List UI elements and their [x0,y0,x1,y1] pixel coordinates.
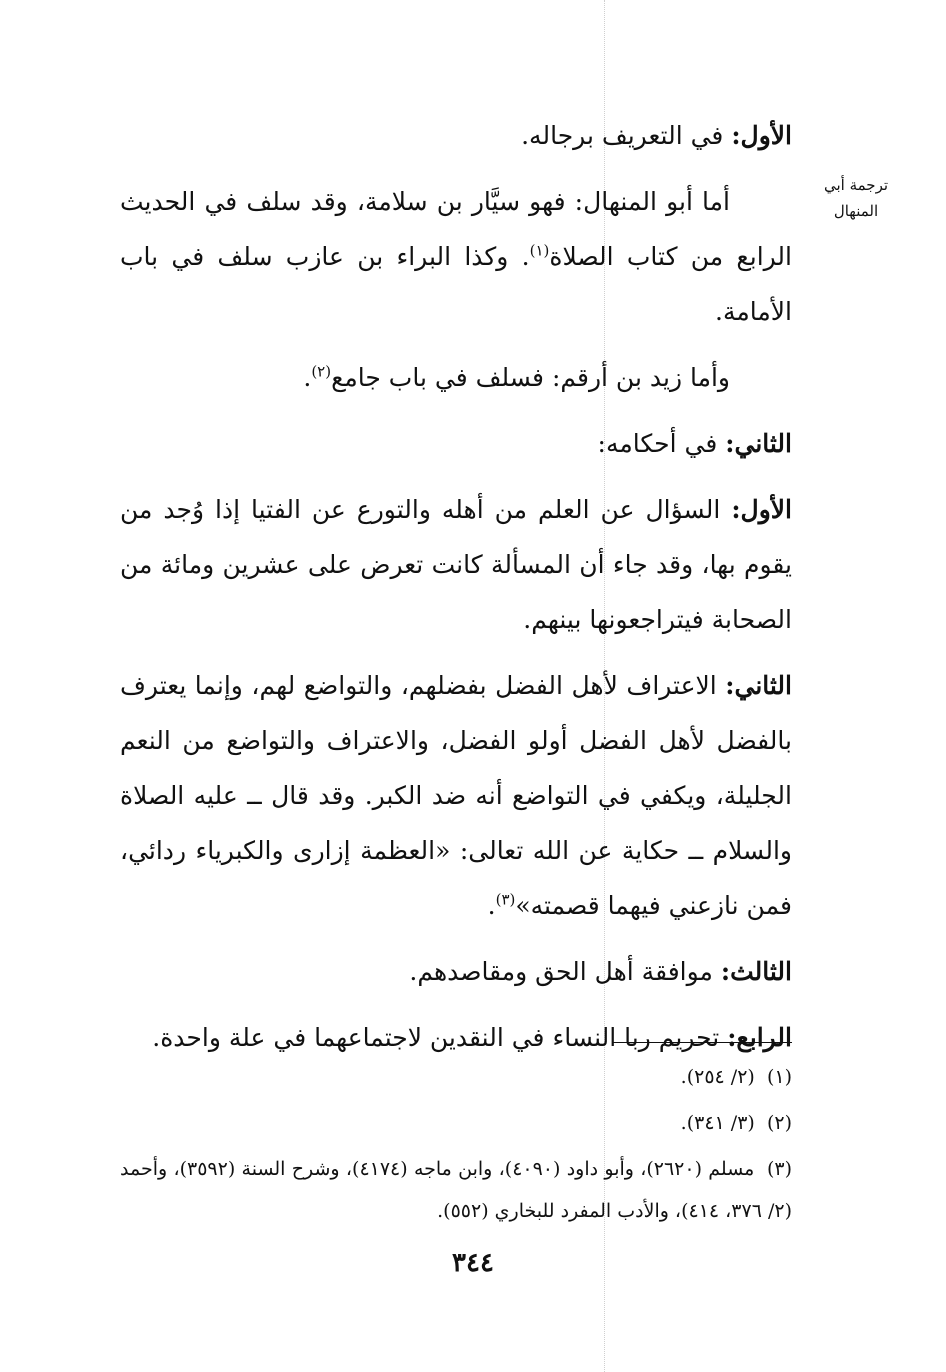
footnote-text: مسلم (٢٦٢٠)، وأبو داود (٤٠٩٠)، وابن ماجه (٤١٧٤)، وشرح السنة (٣٥٩٢)، وأحمد (٢/ ٣٧٦، ٤١٤)، والأدب المفرد للبخاري (٥٥٢). [120,1158,792,1222]
paragraph-text: في التعريف برجاله. [521,121,732,150]
footnote [120,1056,792,1098]
footnote [120,1148,792,1232]
paragraph-text: الاعتراف لأهل الفضل بفضلهم، والتواضع لهم، وإنما يعترف بالفضل لأهل الفضل أولو الفضل، والاعتراف والتواضع من النعم الجليلة، ويكفي في التواضع أنه ضد الكبر. وقد قال ــ عليه الصلاة والسلام ــ حكاية عن الله تعالى: «العظمة إزارى والكبرياء ردائي، فمن نازعني فيهما قصمته» [120,671,792,920]
paragraph-text-tail: . وكذا البراء بن عازب سلف في باب الأمامة. [120,242,792,326]
footnotes [120,1056,792,1236]
footnote-number: (٢) [766,1112,792,1134]
footnote-ref[interactable]: (٣) [495,890,516,909]
footnote-divider [612,1042,792,1043]
footnote-ref[interactable]: (٢) [311,362,332,381]
paragraph-heading: الأول: [731,495,792,524]
margin-note: ترجمة أبي المنهال [823,176,889,220]
paragraph-heading: الثاني: [725,671,792,700]
main-text [120,108,792,1076]
paragraph-text: أما أبو المنهال: فهو سيَّار بن سلامة، وقد سلف في الحديث الرابع من كتاب الصلاة [120,187,792,271]
paragraph-text-tail: . [487,891,496,920]
footnote-ref[interactable]: (١) [529,241,550,260]
paragraph [120,350,792,405]
paragraph-heading: الثالث: [720,957,792,986]
footnote [120,1102,792,1144]
footnote-text: (٣/ ٣٤١). [680,1112,755,1134]
paragraph-text: موافقة أهل الحق ومقاصدهم. [409,957,721,986]
paragraph-heading: الأول: [731,121,792,150]
paragraph-text: في أحكامه: [597,429,726,458]
paragraph [120,658,792,933]
footnote-text: (٢/ ٢٥٤). [680,1066,755,1088]
paragraph [120,108,792,163]
paragraph [120,174,792,339]
paragraph-text: وأما زيد بن أرقم: فسلف في باب جامع [331,363,730,392]
paragraph [120,416,792,471]
footnote-number: (٣) [766,1158,792,1180]
paragraph-heading: الرابع: [727,1023,792,1052]
paragraph [120,944,792,999]
paragraph-text: تحريم ربا النساء في النقدين لاجتماعهما في علة واحدة. [152,1023,728,1052]
paragraph-text-tail: . [303,363,312,392]
paragraph-text: السؤال عن العلم من أهله والتورع عن الفتيا إذا وُجد من يقوم بها، وقد جاء أن المسألة كانت تعرض على عشرين ومائة من الصحابة فيتراجعونها بينهم. [120,495,792,634]
paragraph-heading: الثاني: [725,429,792,458]
footnote-number: (١) [766,1066,792,1088]
page-number: ٣٤٤ [452,1248,494,1278]
paragraph [120,482,792,647]
